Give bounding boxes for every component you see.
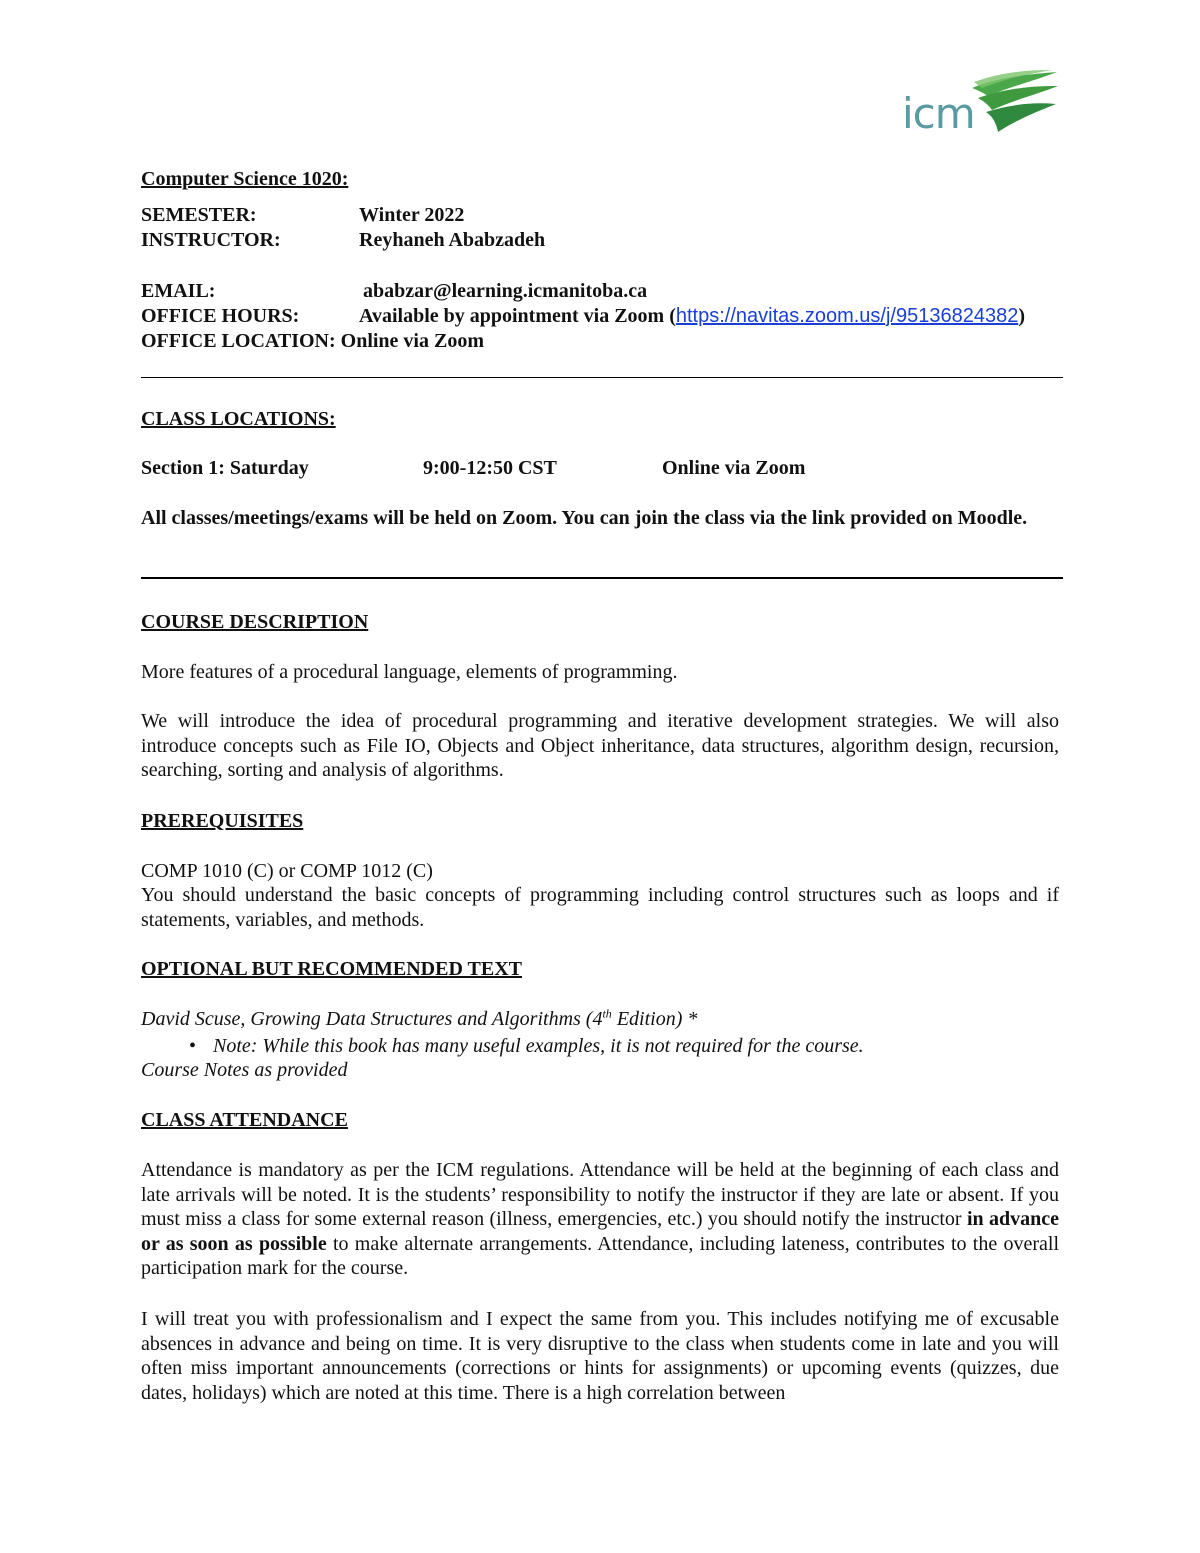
attendance-policy — [141, 1158, 1059, 1281]
email-label: EMAIL: — [141, 280, 216, 302]
office-hours-value — [359, 304, 1025, 328]
section-time: 9:00-12:50 CST — [423, 457, 557, 479]
semester-value: Winter 2022 — [359, 204, 465, 226]
prerequisites-body: You should understand the basic concepts of programming including control structures such as loops and if statements, variables, and methods. — [141, 884, 1059, 931]
text-heading: OPTIONAL BUT RECOMMENDED TEXT — [141, 958, 522, 980]
attendance-text: Attendance is mandatory as per the ICM regulations. Attendance will be held at the beginning of each class and late arrivals will be noted. It is the students’ responsibility to notify the instructor if they are late or absent. If you must miss a class for some external reason (illness, emergencies, etc.) you should notify the instructor — [141, 1159, 1059, 1231]
email-value: ababzar@learning.icmanitoba.ca — [363, 280, 648, 302]
prerequisites-heading: PREREQUISITES — [141, 810, 304, 832]
office-location-label: OFFICE LOCATION: — [141, 330, 336, 352]
icm-logo — [902, 70, 1062, 138]
instructor-value: Reyhaneh Ababzadeh — [359, 229, 546, 251]
office-hours-row — [141, 304, 1061, 328]
textbook-note-item — [189, 1034, 864, 1058]
textbook-title: David Scuse, Growing Data Structures and Algorithms (4 — [141, 1008, 603, 1030]
semester-row — [141, 203, 1061, 227]
course-notes: Course Notes as provided — [141, 1059, 348, 1081]
instructor-label: INSTRUCTOR: — [141, 229, 281, 251]
divider — [141, 577, 1063, 579]
office-hours-text: Available by appointment via Zoom ( — [359, 305, 676, 327]
textbook-note: Note: While this book has many useful examples, it is not required for the course. — [213, 1035, 864, 1057]
zoom-link[interactable]: https://navitas.zoom.us/j/95136824382 — [675, 305, 1019, 327]
attendance-heading: CLASS ATTENDANCE — [141, 1109, 348, 1131]
attendance-emphasis: in advance or as soon as possible — [141, 1208, 1059, 1255]
section-row — [141, 456, 1061, 480]
bullet-icon: • — [189, 1035, 197, 1057]
section-location: Online via Zoom — [662, 457, 806, 479]
zoom-note: All classes/meetings/exams will be held on Zoom. You can join the class via the link provided on Moodle. — [141, 507, 1028, 529]
attendance-text-end: to make alternate arrangements. Attendance, including lateness, contributes to the overall participation mark for the course. — [141, 1232, 1059, 1280]
class-locations-heading: CLASS LOCATIONS: — [141, 408, 336, 430]
logo-text: icm — [902, 89, 975, 138]
course-description-heading: COURSE DESCRIPTION — [141, 611, 369, 633]
prerequisites-courses: COMP 1010 (C) or COMP 1012 (C) — [141, 860, 433, 882]
textbook-citation — [141, 1007, 697, 1031]
course-description-body: We will introduce the idea of procedural programming and iterative development strategies. We will also introduce concepts such as File IO, Objects and Object inheritance, data structures, algorithm design, recursion, searching, sorting and analysis of algorithms. — [141, 710, 1059, 782]
textbook-edition: Edition) * — [611, 1008, 698, 1030]
edition-suffix: th — [602, 1006, 612, 1021]
course-description-summary: More features of a procedural language, elements of programming. — [141, 661, 678, 683]
instructor-row — [141, 228, 1061, 252]
section-name: Section 1: Saturday — [141, 457, 309, 479]
office-location-row — [141, 329, 1061, 353]
semester-label: SEMESTER: — [141, 204, 257, 226]
office-location-value: Online via Zoom — [340, 330, 484, 352]
email-row — [141, 279, 1061, 303]
office-hours-label: OFFICE HOURS: — [141, 305, 300, 327]
office-hours-close: ) — [1018, 305, 1025, 327]
divider — [141, 377, 1063, 378]
course-title: Computer Science 1020: — [141, 168, 349, 190]
professionalism-paragraph: I will treat you with professionalism and I expect the same from you. This includes notifying me of excusable absences in advance and being on time. It is very disruptive to the class when students come in late and you will often miss important announcements (corrections or hints for assignments) or upcoming events (quizzes, due dates, holidays) which are noted at this time. There is a high correlation between — [141, 1308, 1059, 1404]
